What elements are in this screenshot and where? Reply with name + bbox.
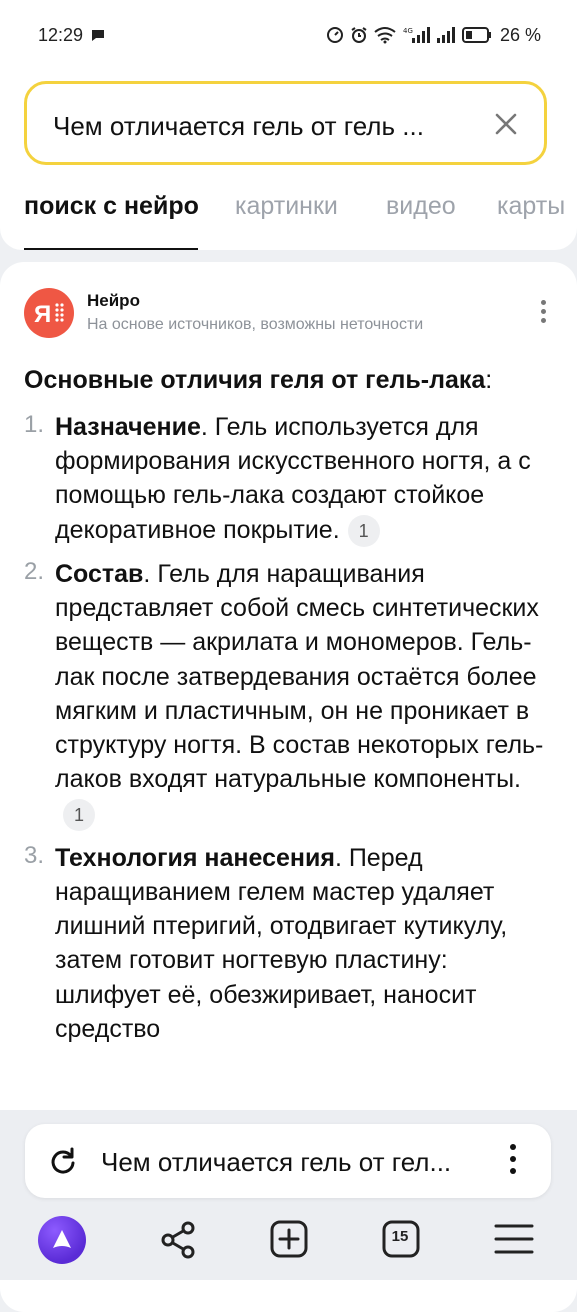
more-dot-icon bbox=[541, 309, 546, 314]
neuro-logo-icon bbox=[24, 288, 74, 338]
source-subtitle: На основе источников, возможны неточности bbox=[87, 316, 424, 333]
answer-heading bbox=[24, 366, 492, 395]
tabs-count: 15 bbox=[391, 1228, 409, 1245]
alice-assistant-button[interactable] bbox=[38, 1216, 86, 1264]
chat-notification-icon bbox=[91, 29, 105, 42]
neuro-logo bbox=[24, 288, 74, 338]
source-reference-badge[interactable]: 1 bbox=[63, 799, 95, 831]
more-dot-icon bbox=[510, 1168, 516, 1174]
search-input[interactable] bbox=[24, 81, 547, 165]
data-saver-icon bbox=[326, 26, 344, 44]
list-item-text bbox=[55, 557, 551, 831]
list-item-title: Технология нанесения bbox=[55, 843, 335, 872]
current-query-text: Чем отличается гель от гел... bbox=[101, 1147, 452, 1177]
battery-icon bbox=[462, 26, 492, 44]
tab-images[interactable]: картинки bbox=[235, 192, 338, 220]
svg-text:Я: Я bbox=[34, 301, 52, 328]
tab-neuro-search[interactable]: поиск с нейро bbox=[24, 192, 199, 220]
list-item bbox=[0, 410, 577, 547]
list-item-text bbox=[55, 841, 551, 1046]
list-item-body: . Перед наращиванием гелем мастер удаляет лишний птеригий, отодвигает кутикулу, затем готовит ногтевую пластину: шлифует её, обезжиривает, наносит средство bbox=[55, 843, 508, 1043]
answer-list bbox=[0, 410, 577, 1056]
search-query-text[interactable]: Чем отличается гель от гель ... bbox=[53, 111, 424, 141]
list-item-body: . Гель используется для формирования искусственного ногтя, а с помощью гель-лака создают стойкое декоративное покрытие. bbox=[55, 413, 531, 544]
status-icons bbox=[326, 22, 541, 48]
cellular-4g-icon bbox=[402, 26, 430, 44]
refresh-icon[interactable] bbox=[49, 1147, 77, 1175]
tab-video[interactable]: видео bbox=[386, 192, 456, 220]
battery-percent: 26 % bbox=[499, 24, 541, 45]
source-reference-badge[interactable]: 1 bbox=[348, 515, 380, 547]
list-item-number: 3. bbox=[24, 841, 45, 869]
source-name: Нейро bbox=[87, 291, 140, 310]
status-time: 12:29 bbox=[38, 25, 84, 45]
list-item-body: . Гель для наращивания представляет собой смесь синтетических веществ — акрилата и мономеров. Гель-лак после затвердевания остаётся более мягким и пластичным, он не проникает в структуру ногтя. В состав некоторых гель-лаков входят натуральные компоненты. bbox=[55, 560, 544, 794]
list-item-title: Назначение bbox=[55, 413, 201, 441]
list-item-text bbox=[55, 410, 551, 547]
tab-maps[interactable]: карты bbox=[497, 192, 566, 220]
query-more-button[interactable] bbox=[509, 1144, 517, 1180]
list-item bbox=[0, 557, 577, 831]
search-tabs bbox=[0, 192, 577, 250]
bottom-toolbar bbox=[0, 1110, 577, 1280]
status-bar bbox=[0, 0, 577, 72]
list-item bbox=[0, 841, 577, 1046]
answer-heading-bold: Основные отличия геля от гель-лака bbox=[24, 366, 486, 394]
more-dot-icon bbox=[541, 318, 546, 323]
close-icon[interactable] bbox=[494, 112, 518, 136]
active-tab-indicator bbox=[24, 248, 198, 250]
current-query-bar[interactable] bbox=[25, 1124, 551, 1198]
svg-text:4G: 4G bbox=[402, 27, 413, 35]
menu-icon[interactable] bbox=[494, 1214, 546, 1266]
tabs-switcher-button[interactable] bbox=[382, 1214, 434, 1266]
list-item-title: Состав bbox=[55, 560, 144, 588]
list-item-number: 2. bbox=[24, 558, 45, 585]
new-tab-icon[interactable] bbox=[268, 1214, 320, 1266]
more-dot-icon bbox=[510, 1156, 516, 1162]
alarm-icon bbox=[350, 26, 368, 44]
list-item-number: 1. bbox=[24, 411, 45, 438]
more-dot-icon bbox=[510, 1144, 516, 1150]
cellular-signal-icon bbox=[436, 26, 456, 44]
answer-heading-suffix: : bbox=[485, 366, 493, 394]
wifi-icon bbox=[374, 26, 396, 44]
more-dot-icon bbox=[541, 300, 546, 305]
share-icon[interactable] bbox=[156, 1214, 208, 1266]
search-header bbox=[0, 72, 577, 250]
card-more-button[interactable] bbox=[539, 300, 547, 326]
alice-icon bbox=[38, 1216, 86, 1264]
